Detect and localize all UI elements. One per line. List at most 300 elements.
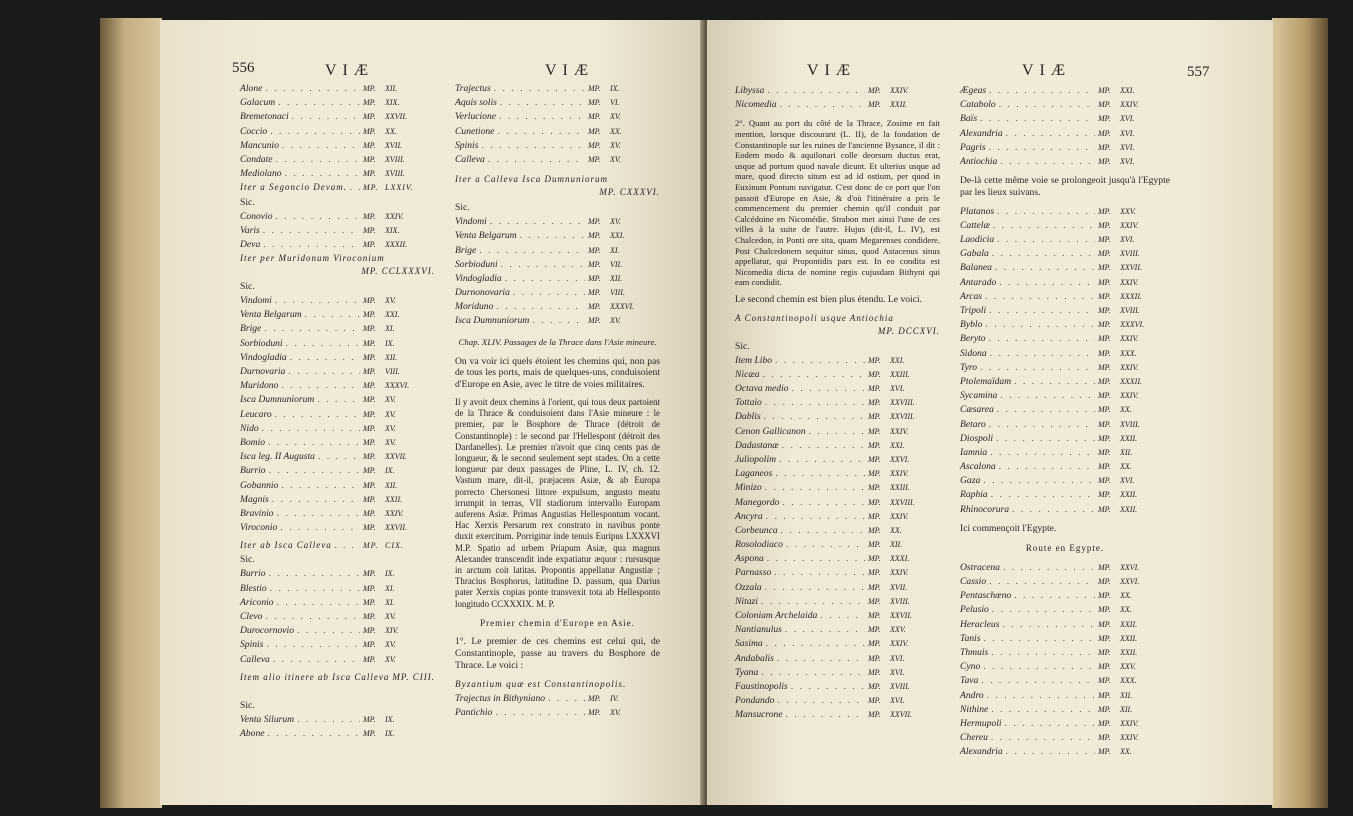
itinerary-row bbox=[735, 552, 940, 566]
leader-dots bbox=[997, 205, 1095, 219]
mp-abbr: MP. bbox=[868, 384, 881, 394]
place-name: Venta Silurum bbox=[240, 713, 295, 725]
place-name: Durocornovio bbox=[240, 625, 295, 637]
mp-abbr: MP. bbox=[1098, 277, 1111, 287]
sic-label: Sic. bbox=[240, 554, 255, 566]
place-name: Beryto bbox=[960, 333, 986, 345]
leader-dots bbox=[265, 82, 360, 96]
leader-dots bbox=[262, 422, 360, 436]
distance-value: XXXI. bbox=[890, 554, 910, 564]
itinerary-row bbox=[960, 674, 1170, 688]
distance-value: XXII. bbox=[1120, 633, 1138, 643]
itinerary-row bbox=[960, 575, 1170, 589]
place-name: Sidona bbox=[960, 347, 987, 359]
place-name: Cattelæ bbox=[960, 219, 990, 231]
running-head-left-col2: VIÆ bbox=[545, 62, 595, 79]
distance-value: XXII. bbox=[890, 100, 908, 110]
place-name: Nantianulus bbox=[735, 624, 782, 636]
mp-abbr: MP. bbox=[1098, 490, 1111, 500]
itinerary-row bbox=[240, 365, 435, 379]
itinerary-row bbox=[240, 582, 435, 596]
itinerary-row bbox=[735, 694, 940, 708]
distance-value: XXIV. bbox=[890, 511, 909, 521]
sic-label: Sic. bbox=[735, 340, 750, 352]
itinerary-row bbox=[735, 652, 940, 666]
leader-dots bbox=[809, 425, 865, 439]
itinerary-row bbox=[960, 141, 1170, 155]
place-name: Galacum bbox=[240, 97, 276, 109]
itinerary-row bbox=[240, 125, 435, 139]
itinerary-row bbox=[960, 304, 1170, 318]
itinerary-row bbox=[240, 479, 435, 493]
leader-dots bbox=[481, 139, 585, 153]
leader-dots bbox=[297, 713, 360, 727]
place-name: Heracleus bbox=[960, 618, 1000, 630]
itinerary-row bbox=[455, 258, 660, 272]
page-number-left: 556 bbox=[232, 60, 255, 76]
itinerary-row bbox=[240, 308, 435, 322]
leader-dots bbox=[792, 382, 865, 396]
leader-dots bbox=[765, 481, 865, 495]
leader-dots bbox=[288, 365, 360, 379]
distance-value: XVI. bbox=[1120, 476, 1135, 486]
distance-value: XXIII. bbox=[890, 483, 910, 493]
distance-value: XII. bbox=[1120, 704, 1133, 714]
distance-value: XXIV. bbox=[890, 86, 909, 95]
mp-abbr: MP. bbox=[363, 98, 376, 108]
place-name: Condate bbox=[240, 153, 273, 165]
place-name: Bremetonaci bbox=[240, 111, 289, 123]
distance-value: XV. bbox=[610, 140, 621, 150]
mp-abbr: MP. bbox=[1098, 348, 1111, 358]
place-name: Pelusio bbox=[960, 604, 989, 616]
distance-value: IX. bbox=[385, 714, 395, 724]
right-col-2 bbox=[960, 84, 1170, 759]
place-name: Baïs bbox=[960, 113, 978, 125]
distance-value: XXI. bbox=[890, 355, 905, 365]
itinerary-row bbox=[960, 361, 1170, 375]
place-name: Pondando bbox=[735, 695, 775, 707]
place-name: Durnonovaria bbox=[455, 287, 510, 299]
place-name: Coccio bbox=[240, 125, 268, 137]
itinerary-row bbox=[960, 689, 1170, 703]
leader-dots bbox=[991, 646, 1095, 660]
leader-dots bbox=[767, 84, 865, 98]
mp-abbr: MP. bbox=[1098, 100, 1111, 110]
place-name: Brige bbox=[455, 244, 477, 256]
leader-dots bbox=[495, 706, 585, 720]
leader-dots bbox=[269, 567, 360, 581]
mp-abbr: MP. bbox=[363, 324, 376, 334]
distance-value: XXXVI. bbox=[385, 381, 410, 391]
itinerary-row bbox=[735, 410, 940, 424]
itinerary-row bbox=[455, 229, 660, 243]
mp-abbr: MP. bbox=[868, 440, 881, 450]
place-name: Nicomedia bbox=[735, 99, 777, 111]
distance-value: XVIII. bbox=[385, 154, 405, 164]
leader-dots bbox=[782, 496, 865, 510]
distance-value: XVI. bbox=[1120, 114, 1135, 124]
distance-value: XXVI. bbox=[1120, 577, 1140, 587]
itinerary-row bbox=[240, 653, 435, 667]
leader-dots bbox=[990, 347, 1095, 361]
itinerary-row bbox=[240, 294, 435, 308]
distance-value: XXIV. bbox=[890, 639, 909, 649]
itinerary-row bbox=[455, 82, 660, 96]
mp-abbr: MP. bbox=[868, 497, 881, 507]
distance-value: XXVII. bbox=[1120, 263, 1142, 273]
leader-dots bbox=[285, 167, 360, 181]
place-name: Raphia bbox=[960, 489, 988, 501]
distance-value: XI. bbox=[385, 324, 395, 334]
leader-dots bbox=[270, 125, 360, 139]
place-name: Rhinocorura bbox=[960, 503, 1010, 515]
leader-dots bbox=[505, 272, 585, 286]
itinerary-row bbox=[240, 521, 435, 535]
distance-value: IX. bbox=[385, 338, 395, 348]
itinerary-row bbox=[455, 96, 660, 110]
distance-value: XV. bbox=[385, 395, 396, 405]
mp-abbr: MP. bbox=[1098, 704, 1111, 714]
left-page bbox=[160, 20, 705, 805]
place-name: Trajectus in Bithyniano bbox=[455, 692, 546, 704]
itinerary-row bbox=[960, 561, 1170, 575]
mp-abbr: MP. bbox=[588, 245, 601, 255]
leader-dots bbox=[992, 247, 1095, 261]
distance-value: XI. bbox=[610, 245, 620, 255]
place-name: Sycamina bbox=[960, 390, 998, 402]
distance-value: VII. bbox=[610, 259, 623, 269]
mp-abbr: MP. bbox=[1098, 114, 1111, 124]
leader-dots bbox=[286, 337, 360, 351]
mp-abbr: MP. bbox=[363, 395, 376, 405]
place-name: Conovio bbox=[240, 210, 273, 222]
place-name: Catabolo bbox=[960, 99, 996, 111]
itinerary-row bbox=[735, 396, 940, 410]
mp-abbr: MP. bbox=[363, 728, 376, 738]
itinerary-row bbox=[240, 624, 435, 638]
mp-abbr: MP. bbox=[1098, 433, 1111, 443]
leader-dots bbox=[999, 98, 1095, 112]
place-name: Bomio bbox=[240, 436, 266, 448]
mp-abbr: MP. bbox=[363, 640, 376, 650]
itinerary-row bbox=[735, 666, 940, 680]
distance-value: XX. bbox=[1120, 591, 1132, 601]
mp-abbr: MP. bbox=[868, 100, 881, 110]
mp-abbr: MP. bbox=[1098, 504, 1111, 514]
distance-value: XII. bbox=[610, 273, 623, 283]
itinerary-row bbox=[455, 706, 660, 720]
iter-heading: Iter a Segoncio Devam. . . . MP. LXXIV. bbox=[240, 181, 435, 195]
mp-abbr: MP. bbox=[363, 437, 376, 447]
leader-dots bbox=[548, 692, 585, 706]
itinerary-row bbox=[240, 610, 435, 624]
distance-value: XXXVI. bbox=[610, 302, 635, 312]
place-name: Clevo bbox=[240, 611, 263, 622]
itinerary-row bbox=[735, 354, 940, 368]
distance-value: XXXII. bbox=[1120, 376, 1142, 386]
leader-dots bbox=[1014, 589, 1095, 603]
itinerary-row bbox=[240, 379, 435, 393]
mp-abbr: MP. bbox=[1098, 156, 1111, 166]
leader-dots bbox=[983, 632, 1095, 646]
itinerary-row bbox=[240, 82, 435, 96]
distance-value: XXII. bbox=[385, 494, 403, 504]
leader-dots bbox=[275, 408, 360, 422]
distance-value: XXVIII. bbox=[890, 412, 915, 422]
leader-dots bbox=[781, 524, 865, 538]
itinerary-row bbox=[455, 314, 660, 328]
mp-abbr: MP. bbox=[363, 569, 376, 579]
leader-dots bbox=[305, 308, 360, 322]
place-name: Pagris bbox=[960, 141, 986, 153]
place-name: Sasima bbox=[735, 638, 763, 650]
mp-abbr: MP. bbox=[588, 316, 601, 326]
mp-abbr: MP. bbox=[588, 126, 601, 136]
running-head-right: VIÆ bbox=[807, 62, 857, 79]
leader-dots bbox=[292, 110, 360, 124]
distance-value: XV. bbox=[610, 154, 621, 164]
mp-abbr: MP. bbox=[363, 714, 376, 724]
place-name: Laganeos bbox=[735, 468, 773, 480]
distance-value: XXVIII. bbox=[890, 497, 915, 507]
itinerary-row bbox=[735, 708, 940, 722]
mp-abbr: MP. bbox=[868, 582, 881, 592]
mp-abbr: MP. bbox=[868, 681, 881, 691]
leader-dots bbox=[989, 332, 1095, 346]
mp-abbr: MP. bbox=[1098, 605, 1111, 615]
distance-value: XX. bbox=[1120, 747, 1132, 757]
place-name: Burrio bbox=[240, 465, 266, 477]
itinerary-row bbox=[960, 503, 1170, 517]
paragraph: 2°. Quant au port du côté de la Thrace, Zosime en fait mention, lorsque discourant (L. II), de la fondation de Constantinople sur les ruines de l'ancienne Bysance, il dit : Eodem modo & aquilonari colle deorsum ductus erat, usque ad portum quod navale dicunt. Et ulterius usque ad mare, quod directo situm est ad id ostium, per quod in Euxinum Pontum navigatur. C'est donc de ce port que l'on passoit d'Europe en Asie, & d'où l'itinéraire a pris le commencement du premier chemin qu'il conduit par Calcédoine en Nicomédie. Strabon met ainsi l'une de ces villes à la suite de l'autre. Hujus (dit-il, L. IV), est Chalcedon, in Ponti ore sita, quam Megarenses condidere. Post Chalcedonem sequitur sinus, quod Astacenus sinus appellatur, qui Propontidis pars est. In eo condita est Nicomedia dicta de nomine regis cujusdam Bithyni qui eam condidit. bbox=[735, 118, 940, 288]
distance-value: XVII. bbox=[385, 140, 403, 150]
distance-value: XXIV. bbox=[890, 469, 909, 479]
place-name: Varis bbox=[240, 224, 260, 236]
distance-value: XXIV. bbox=[890, 568, 909, 578]
mp-abbr: MP. bbox=[363, 654, 376, 664]
distance-value: XVIII. bbox=[1120, 419, 1140, 429]
itinerary-row bbox=[455, 244, 660, 258]
place-name: Tava bbox=[960, 675, 979, 687]
leader-dots bbox=[791, 680, 865, 694]
mp-abbr: MP. bbox=[363, 84, 376, 93]
place-name: Antarado bbox=[960, 276, 997, 288]
mp-abbr: MP. bbox=[363, 480, 376, 490]
distance-value: XX. bbox=[1120, 462, 1132, 472]
distance-value: XXVIII. bbox=[890, 398, 915, 408]
leader-dots bbox=[269, 464, 360, 478]
sic-label: Sic. bbox=[240, 281, 255, 293]
itinerary-row bbox=[735, 496, 940, 510]
leader-dots bbox=[997, 233, 1095, 247]
distance-value: XV. bbox=[610, 707, 621, 717]
itinerary-row bbox=[735, 524, 940, 538]
leader-dots bbox=[991, 488, 1095, 502]
place-name: Magnis bbox=[240, 493, 269, 505]
itinerary-row bbox=[240, 139, 435, 153]
leader-dots bbox=[983, 474, 1095, 488]
leader-dots bbox=[278, 96, 360, 110]
mp-abbr: MP. bbox=[868, 469, 881, 479]
mp-abbr: MP. bbox=[868, 540, 881, 550]
itinerary-row bbox=[960, 418, 1170, 432]
mp-abbr: MP. bbox=[868, 454, 881, 464]
leader-dots bbox=[275, 294, 360, 308]
mp-abbr: MP. bbox=[868, 86, 881, 95]
iter-heading: Item alio itinere ab Isca Calleva MP. CIII. bbox=[240, 671, 435, 682]
place-name: Spinis bbox=[455, 139, 479, 151]
itinerary-row bbox=[735, 566, 940, 580]
itinerary-row bbox=[960, 389, 1170, 403]
leader-dots bbox=[780, 98, 865, 112]
place-name: Muridono bbox=[240, 380, 279, 392]
itinerary-row bbox=[735, 623, 940, 637]
mp-abbr: MP. bbox=[868, 710, 881, 720]
mp-abbr: MP. bbox=[1098, 747, 1111, 757]
mp-abbr: MP. bbox=[363, 597, 376, 607]
itinerary-row bbox=[455, 110, 660, 124]
itinerary-row bbox=[960, 632, 1170, 646]
itinerary-row bbox=[735, 510, 940, 524]
distance-value: XV. bbox=[385, 296, 396, 306]
place-name: Ostracena bbox=[960, 561, 1000, 573]
itinerary-row bbox=[240, 408, 435, 422]
itinerary-row bbox=[960, 731, 1170, 745]
leader-dots bbox=[997, 403, 1095, 417]
itinerary-row bbox=[240, 638, 435, 652]
itinerary-row bbox=[960, 205, 1170, 219]
place-name: Nithine bbox=[960, 703, 989, 715]
place-name: Andro bbox=[960, 689, 984, 701]
leader-dots bbox=[777, 652, 865, 666]
mp-abbr: MP. bbox=[363, 583, 376, 593]
distance-value: IX. bbox=[610, 84, 620, 93]
mp-abbr: MP. bbox=[588, 98, 601, 108]
place-name: Nicæa bbox=[735, 368, 760, 380]
mp-abbr: MP. bbox=[1098, 249, 1111, 259]
leader-dots bbox=[766, 510, 865, 524]
leader-dots bbox=[1003, 561, 1095, 575]
leader-dots bbox=[981, 674, 1095, 688]
mp-abbr: MP. bbox=[363, 338, 376, 348]
place-name: Ægeas bbox=[960, 85, 987, 96]
itinerary-row bbox=[455, 125, 660, 139]
paragraph: De-là cette même voie se prolongeoit jusqu'à l'Egypte par les lieux suivans. bbox=[960, 175, 1170, 198]
distance-value: IX. bbox=[385, 569, 395, 579]
place-name: Brige bbox=[240, 323, 262, 335]
place-name: Cenon Gallicanon bbox=[735, 425, 806, 437]
leader-dots bbox=[1002, 618, 1095, 632]
leader-dots bbox=[774, 566, 865, 580]
iter-heading: Iter a Calleva Isca Dumnuniorum MP. CXXXVI. bbox=[455, 174, 660, 198]
distance-value: XX. bbox=[610, 126, 622, 136]
leader-dots bbox=[1000, 155, 1095, 169]
distance-value: XXI. bbox=[610, 231, 625, 241]
distance-value: XXVI. bbox=[1120, 562, 1140, 572]
mp-abbr: MP. bbox=[1098, 647, 1111, 657]
mp-abbr: MP. bbox=[588, 273, 601, 283]
itinerary-row bbox=[240, 322, 435, 336]
place-name: Venta Belgarum bbox=[240, 309, 302, 321]
mp-abbr: MP. bbox=[363, 381, 376, 391]
place-name: Vindogladia bbox=[240, 351, 287, 363]
place-name: Mediolano bbox=[240, 168, 282, 180]
place-name: Vindomi bbox=[455, 216, 487, 228]
mp-abbr: MP. bbox=[363, 211, 376, 221]
leader-dots bbox=[297, 624, 360, 638]
mp-abbr: MP. bbox=[363, 452, 376, 462]
itinerary-row bbox=[240, 167, 435, 181]
distance-value: XV. bbox=[385, 640, 396, 650]
mp-abbr: MP. bbox=[1098, 577, 1111, 587]
distance-value: XVI. bbox=[1120, 235, 1135, 245]
itinerary-row bbox=[240, 493, 435, 507]
itinerary-row bbox=[960, 290, 1170, 304]
place-name: Blestio bbox=[240, 582, 267, 594]
mp-abbr: MP. bbox=[588, 112, 601, 122]
distance-value: XXI. bbox=[385, 310, 400, 320]
itinerary-row bbox=[960, 403, 1170, 417]
right-page bbox=[707, 20, 1273, 805]
place-name: Laodicia bbox=[960, 234, 995, 246]
paragraph: 1°. Le premier de ces chemins est celui qui, de Constantinople, passe au travers du Bosphore de Thrace. Le voici : bbox=[455, 636, 660, 671]
mp-abbr: MP. bbox=[1098, 676, 1111, 686]
leader-dots bbox=[268, 727, 360, 741]
mp-abbr: MP. bbox=[588, 259, 601, 269]
page-edges-right bbox=[1272, 18, 1328, 808]
distance-value: XXIV. bbox=[1120, 391, 1139, 401]
place-name: Parnasso bbox=[735, 567, 772, 579]
place-name: Rosolodiaco bbox=[735, 539, 783, 551]
place-name: Tanis bbox=[960, 632, 981, 644]
distance-value: XVI. bbox=[890, 696, 905, 706]
place-name: Trajectus bbox=[455, 83, 491, 94]
leader-dots bbox=[1005, 717, 1095, 731]
distance-value: XXXII. bbox=[385, 239, 407, 249]
mp-abbr: MP. bbox=[868, 611, 881, 621]
itinerary-row bbox=[455, 286, 660, 300]
mp-abbr: MP. bbox=[363, 466, 376, 476]
place-name: Vindogladia bbox=[455, 272, 502, 284]
place-name: Dablis bbox=[735, 411, 761, 423]
mp-abbr: MP. bbox=[588, 288, 601, 298]
itinerary-row bbox=[735, 453, 940, 467]
place-name: Andabalis bbox=[735, 652, 774, 664]
mp-abbr: MP. bbox=[1098, 128, 1111, 138]
mp-abbr: MP. bbox=[363, 508, 376, 518]
leader-dots bbox=[1014, 375, 1095, 389]
itinerary-row bbox=[960, 84, 1170, 98]
place-name: Diospoli bbox=[960, 432, 994, 444]
leader-dots bbox=[513, 286, 585, 300]
itinerary-row bbox=[240, 110, 435, 124]
distance-value: XII. bbox=[385, 84, 398, 93]
mp-abbr: MP. bbox=[868, 568, 881, 578]
place-name: Cassio bbox=[960, 576, 987, 588]
distance-value: XVIII. bbox=[1120, 306, 1140, 316]
distance-value: XV. bbox=[385, 409, 396, 419]
mp-abbr: MP. bbox=[588, 231, 601, 241]
leader-dots bbox=[999, 460, 1095, 474]
section-heading: Premier chemin d'Europe en Asie. bbox=[480, 617, 635, 628]
itinerary-row bbox=[455, 215, 660, 229]
itinerary-row bbox=[240, 337, 435, 351]
leader-dots bbox=[496, 300, 585, 314]
itinerary-row bbox=[960, 703, 1170, 717]
place-name: Juliopolim bbox=[735, 453, 777, 465]
leader-dots bbox=[779, 453, 865, 467]
